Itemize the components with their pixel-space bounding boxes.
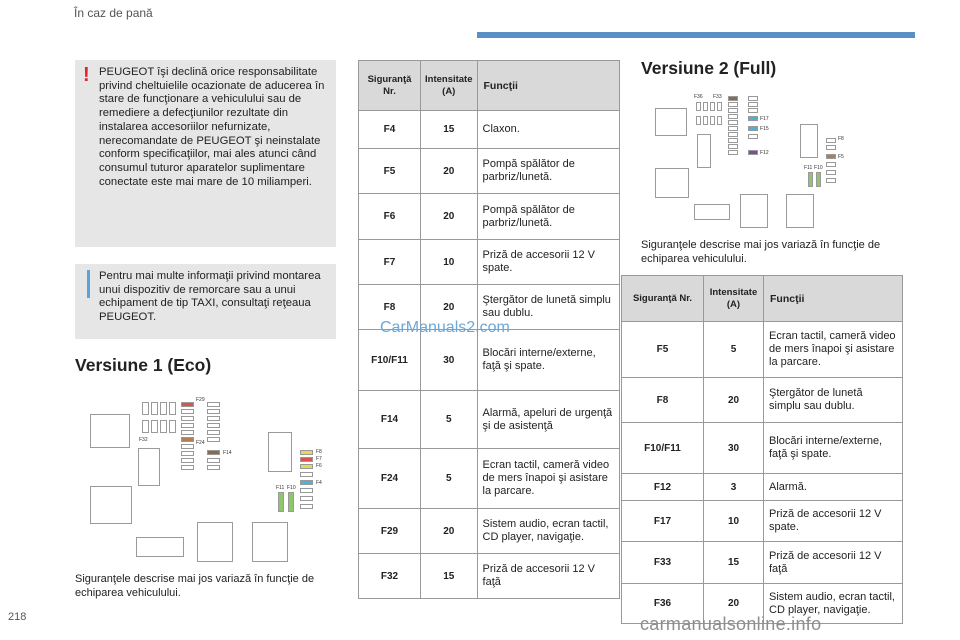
fuse-function: Priză de accesorii 12 V faţă bbox=[764, 542, 903, 584]
fuse-function: Sistem audio, ecran tactil, CD player, navigaţie. bbox=[477, 509, 619, 554]
fuse-nr: F12 bbox=[622, 474, 704, 501]
fuse-nr: F5 bbox=[359, 149, 421, 194]
table-header-row bbox=[359, 61, 620, 111]
fuse-nr: F29 bbox=[359, 509, 421, 554]
table-row bbox=[359, 111, 620, 149]
page-number: 218 bbox=[8, 611, 27, 623]
diagram-label: F17 bbox=[760, 116, 769, 122]
diagram-label: F10 bbox=[814, 165, 823, 171]
fuse-function: Priză de accesorii 12 V faţă bbox=[477, 554, 619, 599]
diagram-label: F33 bbox=[713, 94, 722, 100]
version1-fuse-diagram bbox=[88, 394, 328, 564]
fuse-function: Claxon. bbox=[477, 111, 619, 149]
diagram-label: F36 bbox=[694, 94, 703, 100]
fuse-nr: F17 bbox=[622, 501, 704, 542]
info-text: Pentru mai multe informaţii privind montarea unui dispozitiv de remorcare sau a unui echipament de tip TAXI, consultaţi reţeaua PEUGEOT. bbox=[99, 270, 321, 324]
table-row bbox=[622, 474, 903, 501]
col-header-fuse-nr: Siguranţă Nr. bbox=[359, 61, 421, 111]
diagram-label: F6 bbox=[316, 463, 322, 469]
warning-box bbox=[75, 60, 336, 247]
fuse-function: Alarmă. bbox=[764, 474, 903, 501]
watermark-text: CarManuals2.com bbox=[380, 319, 510, 336]
fuse-amps: 15 bbox=[421, 554, 478, 599]
fuse-function: Priză de accesorii 12 V spate. bbox=[477, 240, 619, 285]
fuse-amps: 20 bbox=[421, 285, 478, 330]
section-title: În caz de pană bbox=[74, 6, 153, 20]
fuse-nr: F32 bbox=[359, 554, 421, 599]
fuse-function: Sistem audio, ecran tactil, CD player, navigaţie. bbox=[764, 584, 903, 624]
diagram-label: F15 bbox=[760, 126, 769, 132]
fuse-amps: 20 bbox=[421, 509, 478, 554]
fuse-amps: 20 bbox=[421, 149, 478, 194]
diagram-label: F8 bbox=[838, 136, 844, 142]
fuse-function: Blocări interne/externe, faţă şi spate. bbox=[477, 330, 619, 391]
diagram-label: F4 bbox=[316, 480, 322, 486]
diagram-label: F8 bbox=[316, 449, 322, 455]
diagram-label: F7 bbox=[316, 456, 322, 462]
version2-title: Versiune 2 (Full) bbox=[641, 58, 777, 78]
fuse-function: Ştergător de lunetă simplu sau dublu. bbox=[764, 378, 903, 423]
table-row bbox=[359, 391, 620, 449]
table-row bbox=[622, 322, 903, 378]
header-accent-bar bbox=[477, 32, 915, 38]
fuse-amps: 15 bbox=[704, 542, 764, 584]
table-row bbox=[359, 149, 620, 194]
table-row bbox=[359, 509, 620, 554]
fuse-amps: 20 bbox=[421, 194, 478, 240]
version2-fuse-diagram bbox=[650, 90, 850, 230]
fuse-nr: F10/F11 bbox=[359, 330, 421, 391]
table-row bbox=[359, 194, 620, 240]
warning-text: PEUGEOT îşi declină orice responsabilitate privind cheltuielile ocazionate de aducerea în stare de funcţionare a vehiculului sau de remediere a defecţiunilor rezultate din instalarea accesoriilor nefurnizate, nerecomandate de PEUGEOT şi neinstalate conform specificaţiilor, mai ales atunci când consumul tuturor aparatelor suplimentare conectate este mai mare de 10 miliamperi. bbox=[99, 66, 325, 188]
fuse-nr: F7 bbox=[359, 240, 421, 285]
fuse-amps: 10 bbox=[421, 240, 478, 285]
fuse-nr: F4 bbox=[359, 111, 421, 149]
table-row bbox=[622, 542, 903, 584]
fuse-function: Blocări interne/externe, faţă şi spate. bbox=[764, 423, 903, 474]
version1-note: Siguranţele descrise mai jos variază în funcţie de echiparea vehiculului. bbox=[75, 573, 315, 599]
fuse-nr: F5 bbox=[622, 322, 704, 378]
fuse-nr: F33 bbox=[622, 542, 704, 584]
fuse-function: Ştergător de lunetă simplu sau dublu. bbox=[477, 285, 619, 330]
col-header-functions: Funcţii bbox=[764, 276, 903, 322]
fuse-nr: F36 bbox=[622, 584, 704, 624]
table-row bbox=[359, 449, 620, 509]
fuse-amps: 30 bbox=[704, 423, 764, 474]
fuse-amps: 20 bbox=[704, 584, 764, 624]
fuse-table-v2 bbox=[621, 275, 903, 624]
table-row bbox=[359, 330, 620, 391]
fuse-amps: 5 bbox=[421, 449, 478, 509]
fuse-nr: F14 bbox=[359, 391, 421, 449]
fuse-amps: 30 bbox=[421, 330, 478, 391]
fuse-amps: 10 bbox=[704, 501, 764, 542]
version2-note: Siguranţele descrise mai jos variază în funcţie de echiparea vehiculului. bbox=[641, 239, 881, 265]
fuse-amps: 20 bbox=[704, 378, 764, 423]
fuse-amps: 5 bbox=[421, 391, 478, 449]
footer-watermark: carmanualsonline.info bbox=[640, 614, 822, 634]
fuse-amps: 15 bbox=[421, 111, 478, 149]
diagram-label: F5 bbox=[838, 154, 844, 160]
warning-icon: ! bbox=[83, 64, 90, 86]
diagram-label: F12 bbox=[760, 150, 769, 156]
table-row bbox=[359, 240, 620, 285]
diagram-label: F11 bbox=[804, 165, 813, 171]
table-row bbox=[622, 501, 903, 542]
fuse-function: Ecran tactil, cameră video de mers înapoi şi asistare la parcare. bbox=[477, 449, 619, 509]
table-row bbox=[622, 378, 903, 423]
diagram-label: F32 bbox=[139, 437, 148, 443]
fuse-nr: F24 bbox=[359, 449, 421, 509]
table-row bbox=[359, 554, 620, 599]
fuse-amps: 5 bbox=[704, 322, 764, 378]
fuse-function: Pompă spălător de parbriz/lunetă. bbox=[477, 149, 619, 194]
col-header-functions: Funcţii bbox=[477, 61, 619, 111]
col-header-fuse-nr: Siguranţă Nr. bbox=[622, 276, 704, 322]
info-icon bbox=[87, 270, 90, 298]
fuse-function: Pompă spălător de parbriz/lunetă. bbox=[477, 194, 619, 240]
fuse-nr: F6 bbox=[359, 194, 421, 240]
fuse-nr: F8 bbox=[359, 285, 421, 330]
fuse-function: Alarmă, apeluri de urgenţă şi de asistenţă bbox=[477, 391, 619, 449]
col-header-intensity: Intensitate (A) bbox=[704, 276, 764, 322]
diagram-label: F10 bbox=[287, 485, 296, 491]
fuse-nr: F10/F11 bbox=[622, 423, 704, 474]
table-header-row bbox=[622, 276, 903, 322]
diagram-label: F11 bbox=[276, 485, 285, 491]
fuse-nr: F8 bbox=[622, 378, 704, 423]
table-row bbox=[622, 423, 903, 474]
diagram-label: F29 bbox=[196, 397, 205, 403]
fuse-amps: 3 bbox=[704, 474, 764, 501]
diagram-label: F24 bbox=[196, 440, 205, 446]
diagram-label: F14 bbox=[223, 450, 232, 456]
info-box bbox=[75, 264, 336, 339]
col-header-intensity: Intensitate (A) bbox=[421, 61, 478, 111]
version1-title: Versiune 1 (Eco) bbox=[75, 355, 212, 375]
fuse-function: Priză de accesorii 12 V spate. bbox=[764, 501, 903, 542]
fuse-function: Ecran tactil, cameră video de mers înapoi şi asistare la parcare. bbox=[764, 322, 903, 378]
